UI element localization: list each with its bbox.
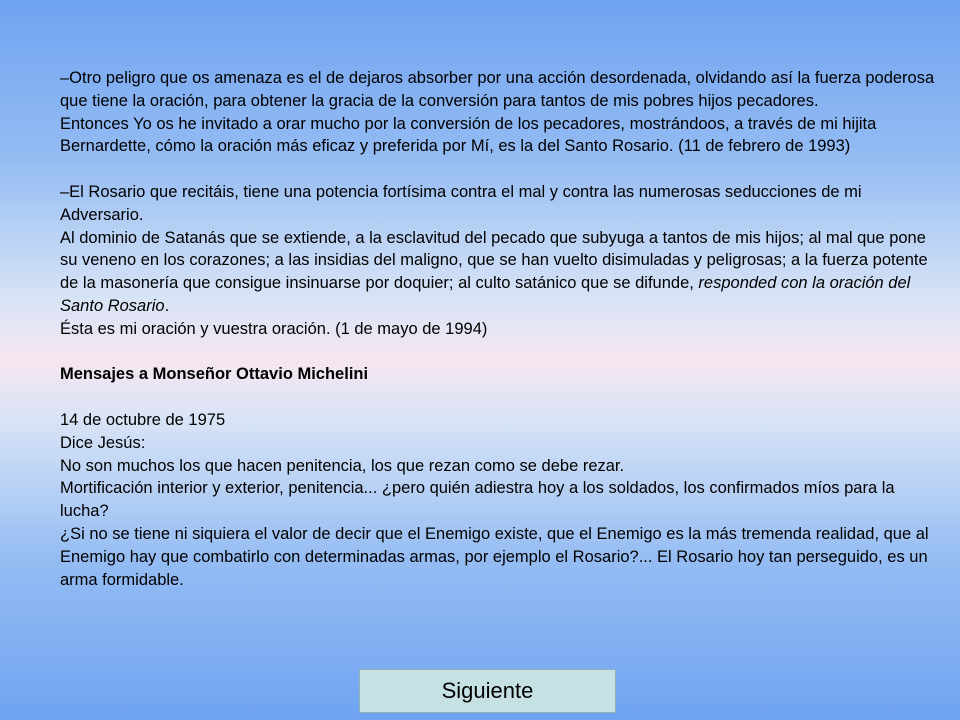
paragraph-enemigo: ¿Si no se tiene ni siquiera el valor de decir que el Enemigo existe, que el Enemigo es la más tremenda realidad, que al Enemigo hay que combatirlo con determinadas armas, por ejemplo el Rosario?... El Rosario hoy tan perseguido, es un arma formidable. xyxy=(60,524,929,589)
dominio-end-text: . xyxy=(164,296,170,315)
slide-text xyxy=(60,67,940,591)
next-button[interactable]: Siguiente xyxy=(359,669,616,713)
italic-rosario-text: responded con la oración del Santo Rosario xyxy=(60,274,911,315)
section-heading: Mensajes a Monseñor Ottavio Michelini xyxy=(60,365,369,384)
paragraph-spacer xyxy=(60,341,940,364)
dominio-text: Al dominio de Satanás que se extiende, a la esclavitud del pecado que subyuga a tantos de mis hijos; al mal que pone su veneno en los corazones; a las insidias del maligno, que se han vuelto disimuladas y peligrosas; a la fuerza potente de la masonería que consigue insinuarse por doquier; al culto satánico que se difunde, xyxy=(60,228,928,293)
paragraph-spacer xyxy=(60,158,940,181)
paragraph-otro-peligro: –Otro peligro que os amenaza es el de dejaros absorber por una acción desordenada, olvidando así la fuerza poderosa que tiene la oración, para obtener la gracia de la conversión para tantos de mis pobres hijos pecadores. xyxy=(60,69,935,110)
paragraph-mortificacion: Mortificación interior y exterior, penitencia... ¿pero quién adiestra hoy a los soldados, los confirmados míos para la lucha? xyxy=(60,479,895,521)
message-speaker: Dice Jesús: xyxy=(60,433,146,452)
paragraph-dominio-satanas xyxy=(60,227,940,318)
paragraph-el-rosario: –El Rosario que recitáis, tiene una potencia fortísima contra el mal y contra las numerosas seducciones de mi Adversario. xyxy=(60,182,862,224)
message-date: 14 de octubre de 1975 xyxy=(60,410,226,429)
paragraph-entonces: Entonces Yo os he invitado a orar mucho por la conversión de los pecadores, mostrándoos, a través de mi hijita Bernardette, cómo la oración más eficaz y preferida por Mí, es la del Santo Rosario. (11 de febrero de 1993) xyxy=(60,114,877,156)
paragraph-esta-es: Ésta es mi oración y vuestra oración. (1 de mayo de 1994) xyxy=(60,319,488,338)
paragraph-spacer xyxy=(60,386,940,409)
paragraph-penitencia: No son muchos los que hacen penitencia, los que rezan como se debe rezar. xyxy=(60,456,625,475)
